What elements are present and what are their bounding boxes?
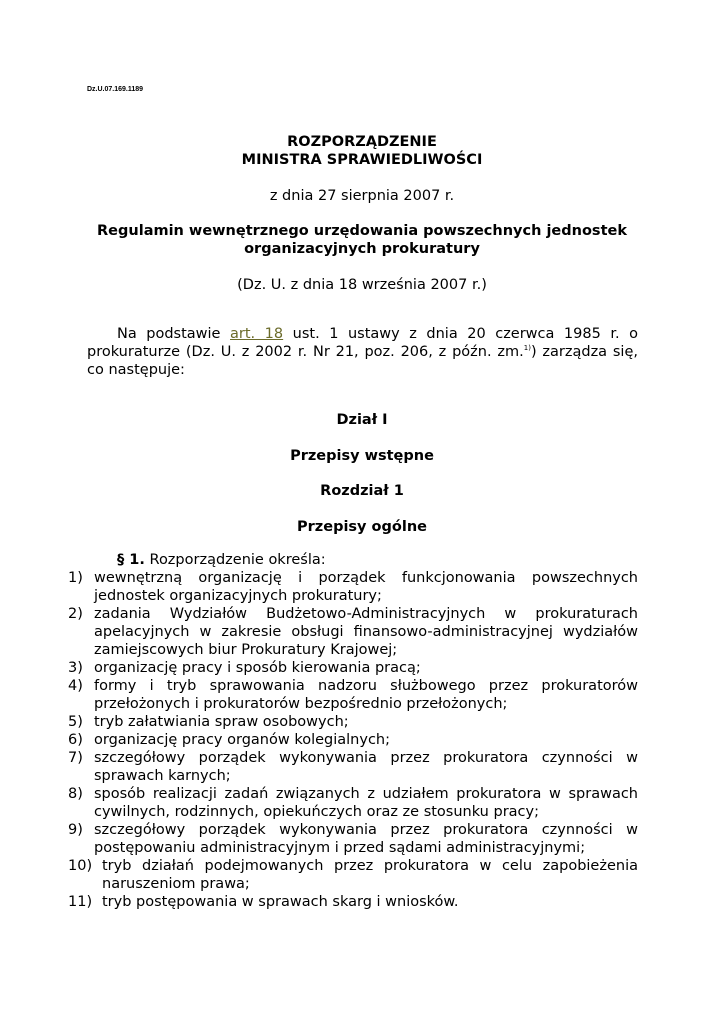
list-item-text: tryb załatwiania spraw osobowych; (94, 714, 349, 730)
intro-text-continued: ust. 1 ustawy z dnia 20 czerwca 1985 r. o prokuraturze (Dz. U. z 2002 r. Nr 21, poz. 206, z późn. zm. (87, 326, 638, 360)
list-item-text: tryb postępowania w sprawach skarg i wniosków. (102, 894, 459, 910)
section-1 (117, 551, 637, 569)
list-item (68, 821, 638, 857)
list-item-text: szczegółowy porządek wykonywania przez prokuratora czynności w postępowaniu administracyjnym i przed sądami administracyjnymi; (94, 822, 638, 856)
document-reference: Dz.U.07.169.1189 (87, 86, 144, 93)
section-label: § 1. (117, 552, 145, 568)
list-item-number: 10) (68, 858, 93, 874)
publication-info: (Dz. U. z dnia 18 września 2007 r.) (237, 277, 487, 293)
list-item (68, 785, 638, 821)
doc-type: ROZPORZĄDZENIE (287, 134, 437, 150)
division-heading: Dział I (336, 412, 388, 428)
intro-text-ending: ) zarządza się, co następuje: (87, 344, 638, 378)
list-item (68, 713, 638, 731)
list-item-number: 11) (68, 894, 93, 910)
list-item-text: formy i tryb sprawowania nadzoru służbowego przez prokuratorów przełożonych i prokuratorów bezpośrednio przełożonych; (94, 678, 638, 712)
list-item (68, 605, 638, 659)
list-item (68, 659, 638, 677)
list-item-number: 6) (68, 732, 83, 748)
list-item (68, 857, 638, 893)
list-item (68, 569, 638, 605)
list-item-text: organizację pracy i sposób kierowania pracą; (94, 660, 421, 676)
list-item (68, 893, 638, 911)
intro-text: Na podstawie (117, 326, 231, 342)
list-item (68, 731, 638, 749)
provisions-list (68, 569, 638, 911)
list-item-number: 8) (68, 786, 83, 802)
list-item-text: sposób realizacji zadań związanych z udziałem prokuratora w sprawach cywilnych, rodzinnych, opiekuńczych oraz ze stosunku pracy; (94, 786, 638, 820)
title-line-2: organizacyjnych prokuratury (244, 241, 480, 257)
issue-date: z dnia 27 sierpnia 2007 r. (269, 188, 455, 204)
list-item-number: 2) (68, 606, 83, 622)
list-item-text: wewnętrzną organizację i porządek funkcjonowania powszechnych jednostek organizacyjnych prokuratury; (94, 570, 638, 604)
list-item-number: 3) (68, 660, 83, 676)
list-item-text: tryb działań podejmowanych przez prokuratora w celu zapobieżenia naruszeniom prawa; (102, 858, 638, 892)
list-item-number: 5) (68, 714, 83, 730)
chapter-title: Przepisy ogólne (297, 519, 427, 535)
list-item (68, 749, 638, 785)
footnote-marker[interactable]: 1) (523, 344, 531, 352)
list-item (68, 677, 638, 713)
list-item-text: zadania Wydziałów Budżetowo-Administracyjnych w prokuraturach apelacyjnych w zakresie obsługi finansowo-administracyjnej wydziałów zamiejscowych biur Prokuratury Krajowej; (94, 606, 638, 658)
list-item-text: szczegółowy porządek wykonywania przez prokuratora czynności w sprawach karnych; (94, 750, 638, 784)
list-item-number: 1) (68, 570, 83, 586)
list-item-number: 9) (68, 822, 83, 838)
list-item-number: 7) (68, 750, 83, 766)
issuing-authority: MINISTRA SPRAWIEDLIWOŚCI (241, 152, 483, 168)
list-item-text: organizację pracy organów kolegialnych; (94, 732, 390, 748)
section-text: Rozporządzenie określa: (144, 552, 326, 568)
intro-paragraph (87, 325, 638, 379)
title-line-1: Regulamin wewnętrznego urzędowania powszechnych jednostek (97, 223, 627, 239)
list-item-number: 4) (68, 678, 83, 694)
chapter-heading: Rozdział 1 (320, 483, 404, 499)
division-title: Przepisy wstępne (290, 448, 434, 464)
article-link[interactable]: art. 18 (230, 326, 284, 342)
